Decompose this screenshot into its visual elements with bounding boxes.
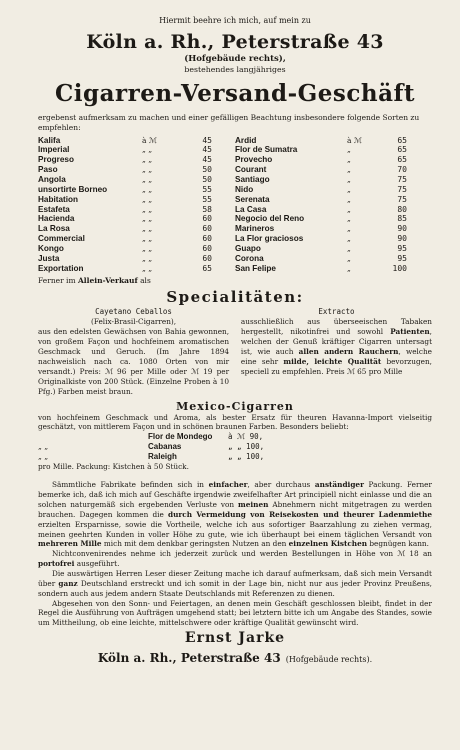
p1-text-g: mich mit dem denkbar geringsten Nutzen an den [101,539,289,549]
price-unit: „ „ [142,194,153,204]
p1-text-a: Sämmtliche Fabrikate befinden sich in [52,480,209,490]
mexico-cigar-name: Cabanas [148,442,182,452]
p2-text-a: Nichtconvenirendes nehme ich jederzeit zurück und werden Bestellungen in Höhe von ℳ 18 an [52,549,432,559]
p2-bold: portofrei [38,559,75,569]
cigar-name: unsortirte Borneo [38,184,108,194]
price-column-left [38,136,235,274]
cigar-name: Negocio del Reno [235,214,305,224]
price-value: 60 [202,224,212,234]
price-unit: „ „ [142,224,153,234]
price-unit: „ „ [142,145,153,155]
extracto-heading: Extracto [318,307,355,317]
price-row [235,205,432,215]
price-value: 65 [397,145,407,155]
p1-text-f: erzielten Ersparnisse, sowie die Vortheile, welche ich aus sofortiger Baarzahlung zu ziehen vermag, meinen geehrten Kunden in voller Höhe zu gute, wie ich überhaupt bei einem täglichen Versandt von [38,519,432,539]
cigar-name: Justa [38,253,60,263]
price-value: 60 [202,234,212,244]
price-value: 45 [202,135,212,145]
price-row [38,136,235,146]
price-unit: „ [347,253,351,263]
extracto-text-1: ausschließlich aus überseeischen Tabaken hergestellt, nikotinfrei und sowohl [240,317,432,337]
price-row [38,195,235,205]
p1-text-h: begnügen kann. [367,539,429,549]
price-row [235,165,432,175]
price-row [38,244,235,254]
cigar-name: Provecho [235,155,273,165]
p1-bold-2: anständiger [314,480,364,490]
price-row [235,175,432,185]
price-unit: „ [347,224,351,234]
sole-sale-pre: Ferner im [38,276,78,286]
mexico-row-mark: „ „ [38,442,49,452]
cigar-name: Hacienda [38,214,75,224]
p1-text-e: Abnehmern nicht mitgetragen zu werden brauchen. Dagegen kommen die [38,500,432,519]
price-unit: „ [347,204,351,214]
cigar-name: La Rosa [38,224,70,234]
mexico-row-mark: „ „ [38,452,49,462]
price-row [38,224,235,234]
price-row [38,264,235,274]
p1-bold-4: durch Vermeidung von Reisekosten und theurer Ladenmiethe [168,509,432,519]
price-unit: „ „ [142,234,153,244]
signature-name: Ernst Jarke [184,630,286,647]
cigar-name: Angola [38,174,66,184]
signature-address [38,647,432,666]
price-row [38,205,235,215]
extracto-text [241,317,432,376]
price-value: 50 [202,165,212,175]
p1-text-d: Packung. Ferner bemerke ich, daß ich mich auf Geschäfte irgendwie zweifelhafter Art principiell nicht einlasse und die an solchen naturgemäß sich ergebenden Verluste von [38,480,432,510]
price-value: 60 [202,214,212,224]
terms-text [38,480,432,628]
price-value: 75 [397,194,407,204]
mexico-terms: pro Mille. Packung: Kistchen à 50 Stück. [38,462,189,472]
specialities-heading: Specialitäten: [166,288,304,307]
mexico-cigar-name: Flor de Mondego [148,432,213,442]
price-unit: „ „ [142,253,153,263]
paragraph-orders: Abgesehen von den Sonn- und Feiertagen, an denen mein Geschäft geschlossen bleibt, findet in der Regel die Ausführung von Aufträgen umgehend statt; bei letztern bitte ich um Angabe des Standes, sowie um Mittheilung, ob eine leichte, mittelschwere oder kräftige Qualität gewünscht wird. [38,598,432,628]
price-unit: „ „ [142,155,153,165]
paragraph-readers [38,569,432,599]
p3-bold: ganz [58,578,78,588]
price-value: 50 [202,174,212,184]
price-row [235,264,432,274]
price-unit: „ [347,243,351,253]
cigar-name: Ardid [235,135,257,145]
cigar-name: Commercial [38,234,85,244]
price-unit: „ „ [142,214,153,224]
mexico-row [38,432,432,442]
cigar-name: Kalifa [38,135,61,145]
price-row [235,234,432,244]
cigar-name: Exportation [38,263,84,273]
mexico-row [38,442,432,452]
price-row [235,214,432,224]
price-unit: „ „ [142,184,153,194]
price-value: 65 [397,155,407,165]
price-row [38,254,235,264]
price-list [38,136,432,274]
ceballos-text: aus den edelsten Gewächsen von Bahia gewonnen, von großem Façon und hochfeinem aromatischen Geschmack und Geruch. (Im Jahre 1894 nachweislich nach ca. 1080 Orten von mir versandt.) Preis: ℳ 96 per Mille oder ℳ 19 per Originalkiste von 200 Stück. (Einzelne Proben à 10 Pfg.) Farben meist braun. [38,327,230,396]
cigar-name: Estafeta [38,204,70,214]
price-value: 90 [397,224,407,234]
p1-text-c: , aber durchaus [247,480,315,490]
p3-text-c: Deutschland erstreckt und ich somit in der Lage bin, nicht nur aus jeder Provinz Preußens, sondern auch aus jedem andern Staate Deutschlands mit Referenzen zu dienen. [38,578,433,598]
price-value: 58 [202,204,212,214]
cigar-name: Progreso [38,155,74,165]
price-unit: „ „ [142,204,153,214]
price-value: 70 [397,165,407,175]
price-value: 60 [202,253,212,263]
cigar-name: Corona [235,253,264,263]
price-value: 55 [202,184,212,194]
mexico-row [38,452,432,462]
mexico-row-mark [38,432,148,442]
page-title: Cigarren-Versand-Geschäft [54,80,416,107]
price-value: 65 [397,135,407,145]
price-unit: „ [347,214,351,224]
price-row [235,254,432,264]
signature-address-line: Köln a. Rh., Peterstraße 43 [97,651,281,666]
price-value: 75 [397,174,407,184]
cigar-name: Paso [38,165,58,175]
specialities-columns [38,307,432,396]
price-row [38,175,235,185]
price-row [38,214,235,224]
speciality-ceballos [38,307,229,396]
price-value: 95 [397,243,407,253]
extracto-text-3: , welche eine sehr [240,347,432,366]
cigar-name: La Casa [235,204,267,214]
price-column-right [235,136,432,274]
price-value: 55 [202,194,212,204]
cigar-name: Santiago [235,174,270,184]
price-unit: „ [347,263,351,273]
paragraph-packing [38,480,432,549]
price-row [38,145,235,155]
price-unit: „ [347,165,351,175]
price-unit: „ [347,155,351,165]
mexico-price: „ „ 100, [228,442,265,452]
mexico-heading: Mexico-Cigarren [176,399,294,413]
mexico-price: à ℳ 90, [228,432,264,442]
cigar-name: Guapo [235,243,261,253]
price-value: 95 [397,253,407,263]
cigar-name: La Flor graciosos [235,234,304,244]
cigar-name: Kongo [38,243,64,253]
cigar-name: San Felipe [235,263,276,273]
price-row [38,234,235,244]
price-unit: „ „ [142,174,153,184]
p3-text-a: Die auswärtigen Herren Leser dieser Zeitung mache ich darauf aufmerksam, daß sich mein Versandt über [38,568,432,588]
cigar-name: Nido [235,184,254,194]
price-row [235,195,432,205]
price-value: 75 [397,184,407,194]
price-value: 80 [397,204,407,214]
intro-line: Hiermit beehre ich mich, auf mein zu [159,16,311,25]
price-row [235,185,432,195]
price-row [235,244,432,254]
price-unit: „ „ [142,263,153,273]
price-value: 45 [202,155,212,165]
mexico-price: „ „ 100, [228,452,265,462]
price-row [38,165,235,175]
sole-sale-line [38,276,432,285]
price-row [235,224,432,234]
extracto-bold-3: milde, leichte Qualität [283,356,382,366]
ceballos-heading: Cayetano Ceballos [95,307,172,317]
price-row [235,136,432,146]
p1-bold-1: einfacher [208,480,248,490]
price-unit: „ [347,174,351,184]
p2-text-c: ausgeführt. [74,559,120,569]
p1-bold-6: einzelnen Kistchen [288,539,368,549]
price-unit: à ℳ [142,135,157,145]
cigar-name: Habitation [38,194,79,204]
price-unit: „ „ [142,243,153,253]
price-value: 100 [392,263,407,273]
extracto-bold-1: Patienten [390,327,430,337]
p1-bold-3: meinen [238,500,269,510]
price-row [235,155,432,165]
cigar-name: Marineros [235,224,275,234]
price-value: 60 [202,243,212,253]
price-unit: à ℳ [347,135,362,145]
extracto-text-2: , welchen der Genuß kräftiger Cigarren untersagt ist, wie auch [240,327,432,357]
building-note: (Hofgebäude rechts), [184,54,286,64]
city-heading: Köln a. Rh., Peterstraße 43 [86,31,384,53]
sole-sale-bold: Allein-Verkauf [77,276,138,286]
price-unit: „ [347,184,351,194]
paragraph-returns [38,549,432,569]
price-unit: „ [347,194,351,204]
extracto-text-4: bevorzugen, speciell zu empfehlen. Preis ℳ 65 pro Mille [240,356,432,376]
cigar-name: Imperial [38,145,70,155]
price-row [38,185,235,195]
established-line: bestehendes langjähriges [184,65,286,74]
price-unit: „ [347,145,351,155]
price-value: 90 [397,234,407,244]
speciality-extracto [241,307,432,396]
cigar-name: Flor de Sumatra [235,145,298,155]
lead-text: ergebenst aufmerksam zu machen und einer gefälligen Beachtung insbesondere folgende Sorten zu empfehlen: [38,113,420,132]
cigar-name: Courant [235,165,267,175]
mexico-price-list [38,432,432,462]
ceballos-subheading: (Felix-Brasil-Cigarren), [90,317,177,327]
mexico-cigar-name: Raleigh [148,452,177,462]
cigar-name: Serenata [235,194,270,204]
price-row [38,155,235,165]
price-row [235,145,432,155]
price-unit: „ „ [142,165,153,175]
sole-sale-post: als [137,276,151,286]
signature-address-note: (Hofgebäude rechts). [285,655,373,665]
p1-bold-5: mehreren Mille [38,539,102,549]
mexico-text: von hochfeinem Geschmack und Aroma, als bester Ersatz für theuren Havanna-Import vielseitig geschätzt, von mittlerem Façon und in schönen braunen Farben. Besonders beliebt: [38,412,432,432]
price-value: 45 [202,145,212,155]
price-unit: „ [347,234,351,244]
price-value: 85 [397,214,407,224]
extracto-bold-2: allen andern Rauchern [298,347,399,357]
price-value: 65 [202,263,212,273]
